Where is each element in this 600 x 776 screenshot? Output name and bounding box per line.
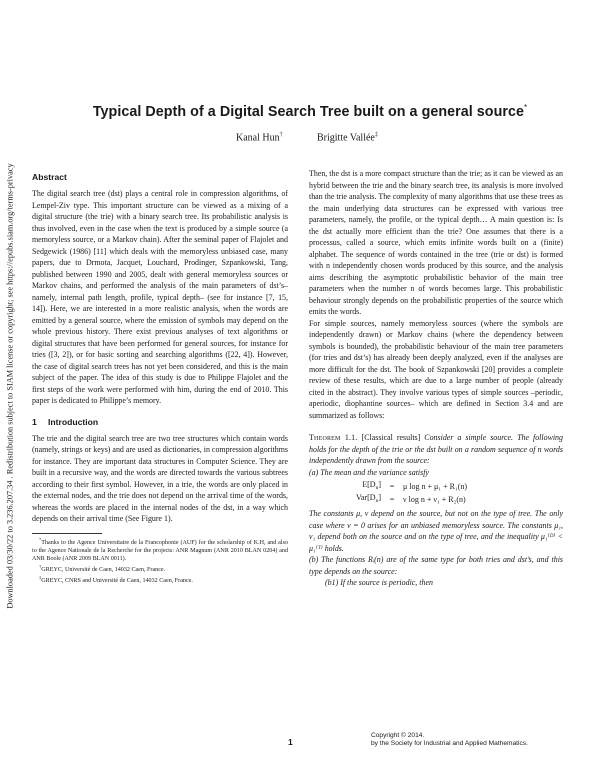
- copyright-line-1: Copyright © 2014.: [371, 732, 425, 739]
- paper-title-text: Typical Depth of a Digital Search Tree built on a general source: [92, 103, 524, 120]
- theorem-statement: [309, 432, 563, 467]
- page-number: 1: [288, 737, 293, 747]
- download-side-note: [3, 118, 17, 653]
- abstract-text: The digital search tree (dst) plays a central role in compression algorithms, of Lempel-Ziv type. This important structure can be viewed as a mixing of a digital structure (the trie) with a binary search tree. Its probabilistic analysis is thus involved, even in the case when the text is produced by a simple source (a memoryless source, or a Markov chain). After the seminal paper of Flajolet and Sedgewick (1986) [11] which deals with the memoryless unbiased case, many papers, due to Drmota, Jacquet, Louchard, Prodinger, Szpankowski, Tang, published between 1990 and 2005, dealt with general memoryless sources or Markov chains, and performed the analysis of the main parameters of dst’s–namely, internal path length, profile, typical depth– (see for instance [7, 15, 14]). Here, we are interested in a more realistic analysis, when the words are emitted by a general source, where the emission of symbols may depend on the whole previous history. There exist previous analyses of text algorithms or digital structures that have been performed for general sources, for instance for tries ([3, 2]), or for basic sorting and searching algorithms ([22, 4]). However, the case of digital search trees has not yet been considered, and this is the main subject of the paper. The idea of this study is due to Philippe Flajolet and the first steps of the work were performed with him, during the end of 2010. This paper is dedicated to Philippe’s memory.: [32, 189, 288, 405]
- author-1: [236, 132, 283, 143]
- download-side-note-text: Downloaded 03/30/22 to 3.236.207.34 . Redistribution subject to SIAM license or copyright; see https://epubs.siam.org/terms-privacy: [5, 162, 15, 609]
- footnote-1-mark: *: [39, 536, 42, 542]
- copyright-line-2: by the Society for Industrial and Applied Mathematics.: [371, 740, 528, 748]
- footnote-1: [32, 536, 288, 563]
- footnote-2-text: GREYC, Université de Caen, 14032 Caen, France.: [41, 566, 166, 573]
- right-paragraph-1: Then, the dst is a more compact structure than the trie; as it can be viewed as an hybrid between the trie and the binary search tree, its analysis is more involved than the trie analysis. The complexity of many algorithms that use these trees as the main underlying data structures can be expressed with various tree parameters, namely, the profile, or the typical depth… A main question is: Is the dst actually more efficient than the trie? One assumes that there is a processus, called a source, which emits infinite words built on a (finite) alphabet. The sequence of words contained in the tree (trie or dst) is formed with n independently chosen words produced by this source, and the analysis aims describing the asymptotic probabilistic behavior of the main tree parameters when the number n of words becomes large. This probabilistic behaviour strongly depends on the probabilistic properties of the source which emits the words.: [309, 169, 563, 316]
- theorem-item-b: (b) The functions Rᵢ(n) are of the same type for both tries and dst’s, and this type depends on the source:: [309, 555, 563, 576]
- author-1-name: Kanal Hun: [236, 132, 280, 144]
- section-number: 1: [32, 416, 37, 427]
- equation-mean-subscript: n: [375, 484, 379, 491]
- equation-variance-rel: =: [389, 494, 395, 504]
- author-2: [317, 132, 378, 143]
- footnote-1-text: Thanks to the Agence Universitaire de la Francophonie (AUF) for the scholarship of K.H, and also to the Agence Nationale de la Recherche for the projects: ANR Magnum (ANR 2010 BLAN 0204) and ANR Boole (ANR 2009 BLAN 0011).: [32, 539, 288, 562]
- equation-variance-subscript: n: [375, 497, 379, 504]
- section-title: Introduction: [48, 416, 99, 427]
- footnote-rule: [32, 533, 102, 534]
- equation-variance-rhs: ν log n + ν₁ + R₂(n): [403, 494, 466, 504]
- section-heading-introduction: [32, 417, 288, 428]
- author-2-name: Brigitte Vallée: [317, 132, 375, 144]
- author-list: [0, 132, 600, 146]
- equation-mean-rel: =: [389, 481, 395, 491]
- equation-mean-lhs-text: E[D: [362, 479, 376, 489]
- theorem-item-a: (a) The mean and the variance satisfy: [309, 467, 429, 477]
- introduction-text: The trie and the digital search tree are two tree structures which contain words (namely, strings or keys) and are used as dictionaries, in compression algorithms for instance. They are important data structures in Computer Science. They are built in a recursive way, and the words are directed towards the various subtrees according to their first symbol. However, in a trie, the words are only placed in the external nodes, and the trie does not depend on the arrival time of the words, whereas the words are placed in the internal nodes of the dst, in a way which depends on their arrival time (See Figure 1).: [32, 433, 288, 523]
- left-column: [32, 168, 288, 585]
- abstract-heading: Abstract: [32, 172, 67, 182]
- copyright-notice: [371, 732, 528, 748]
- footnote-3-text: GREYC, CNRS and Université de Caen, 14032 Caen, France.: [41, 577, 193, 584]
- footnote-3: [32, 574, 288, 585]
- theorem-item-b1: (b1) If the source is periodic, then: [325, 578, 433, 587]
- author-2-mark: ‡: [374, 132, 378, 138]
- theorem-label: Theorem 1.1.: [309, 433, 358, 442]
- equation-variance: [309, 493, 563, 506]
- theorem-bracket: [Classical results]: [361, 433, 421, 442]
- equation-mean-rhs: μ log n + μ₁ + R₁(n): [403, 481, 468, 491]
- theorem-constants-text: The constants μ, ν depend on the source, but not on the type of tree. The only case where ν = 0 arises for an unbiased memoryless source. The constants μ₁, ν₁ depend both on the source and on the type of tree, and the inequality μ₁⁽ᴰ⁾ < μ₁⁽ᵀ⁾ holds.: [309, 509, 563, 553]
- footnote-2-mark: †: [39, 563, 42, 569]
- title-footnote-mark: *: [523, 103, 528, 112]
- paper-title: [60, 103, 560, 120]
- equation-variance-lhs: $Var[D_n]$: [356, 492, 381, 504]
- author-1-mark: †: [279, 132, 283, 138]
- footnote-3-mark: ‡: [39, 574, 42, 580]
- equation-mean-lhs: $E[D_n]$: [362, 479, 381, 491]
- theorem-statement-text: Consider a simple source. The following holds for the depth of the trie or the dst built on a random sequence of n words independently drawn from the source:: [309, 433, 563, 465]
- footnote-2: [32, 563, 288, 574]
- equation-block: [309, 480, 563, 506]
- equation-variance-lhs-text: Var[D: [356, 492, 376, 502]
- right-column: [309, 168, 563, 589]
- right-paragraph-2: For simple sources, namely memoryless sources (where the symbols are independently drawn) or Markov chains (where the dependency between symbols is bounded), the probabilistic behaviour of the main tree parameters (for tries and dst’s) has already been deeply analyzed, even if the analyses are more difficult for the dst. The book of Szpankowski [20] provides a complete review of these results, which are due to a large number of people (already cited in the abstract). They involve various types of simple sources –periodic, aperiodic, diophantine sources– which are defined in Section 3.4 and are summarized as follows:: [309, 318, 563, 420]
